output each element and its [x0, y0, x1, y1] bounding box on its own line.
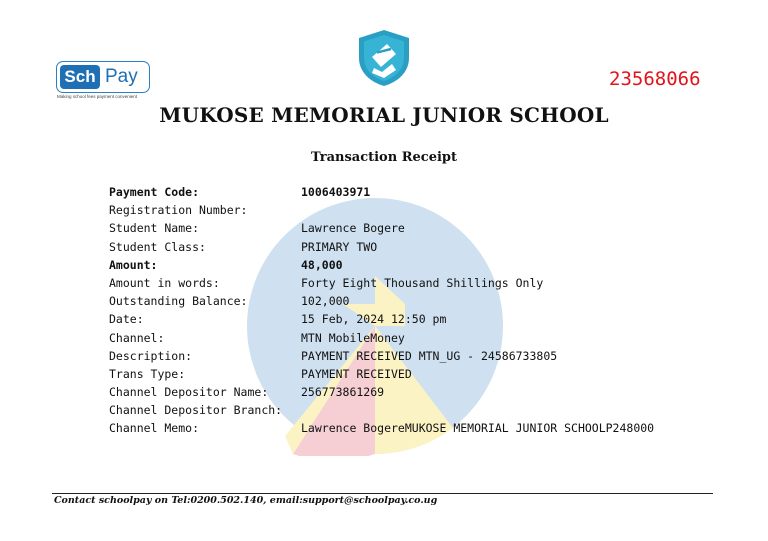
detail-label: Description:	[109, 348, 193, 363]
detail-label: Channel Depositor Branch:	[109, 403, 283, 418]
detail-label: Amount:	[109, 257, 158, 272]
detail-value: Lawrence BogereMUKOSE MEMORIAL JUNIOR SCHOOLP248000	[301, 421, 655, 436]
detail-value: PAYMENT RECEIVED	[301, 366, 412, 381]
detail-label: Amount in words:	[109, 275, 220, 290]
detail-label: Date:	[109, 312, 144, 327]
detail-label: Channel Depositor Name:	[109, 385, 269, 400]
logo-sch-text: Sch	[60, 65, 100, 89]
shield-card-icon	[354, 28, 414, 88]
detail-label: Channel:	[109, 330, 165, 345]
detail-value: PAYMENT RECEIVED MTN_UG - 24586733805	[301, 348, 558, 363]
receipt-title: Transaction Receipt	[311, 150, 457, 165]
detail-value: 102,000	[301, 294, 350, 309]
detail-value: 48,000	[301, 257, 343, 272]
logo-frame	[56, 61, 150, 93]
footer-contact: Contact schoolpay on Tel:0200.502.140, email:support@schoolpay.co.ug	[54, 495, 438, 506]
detail-label: Outstanding Balance:	[109, 294, 248, 309]
logo-tagline: Making school fees payment convenient	[57, 94, 138, 99]
receipt-number: 23568066	[609, 68, 701, 90]
detail-value: Forty Eight Thousand Shillings Only	[301, 275, 544, 290]
detail-label: Registration Number:	[109, 203, 248, 218]
detail-value: MTN MobileMoney	[301, 330, 405, 345]
detail-label: Trans Type:	[109, 366, 186, 381]
detail-value: 256773861269	[301, 385, 385, 400]
logo-pay-text: Pay	[105, 66, 138, 87]
detail-value: PRIMARY TWO	[301, 239, 378, 254]
detail-value: 15 Feb, 2024 12:50 pm	[301, 312, 447, 327]
detail-label: Payment Code:	[109, 185, 200, 199]
schoolpay-logo	[56, 61, 152, 101]
detail-label: Channel Memo:	[109, 421, 200, 436]
detail-value: Lawrence Bogere	[301, 221, 405, 236]
detail-value: 1006403971	[301, 185, 371, 199]
detail-label: Student Class:	[109, 239, 206, 254]
footer-divider	[52, 493, 713, 494]
detail-label: Student Name:	[109, 221, 200, 236]
school-name: MUKOSE MEMORIAL JUNIOR SCHOOL	[159, 103, 609, 127]
